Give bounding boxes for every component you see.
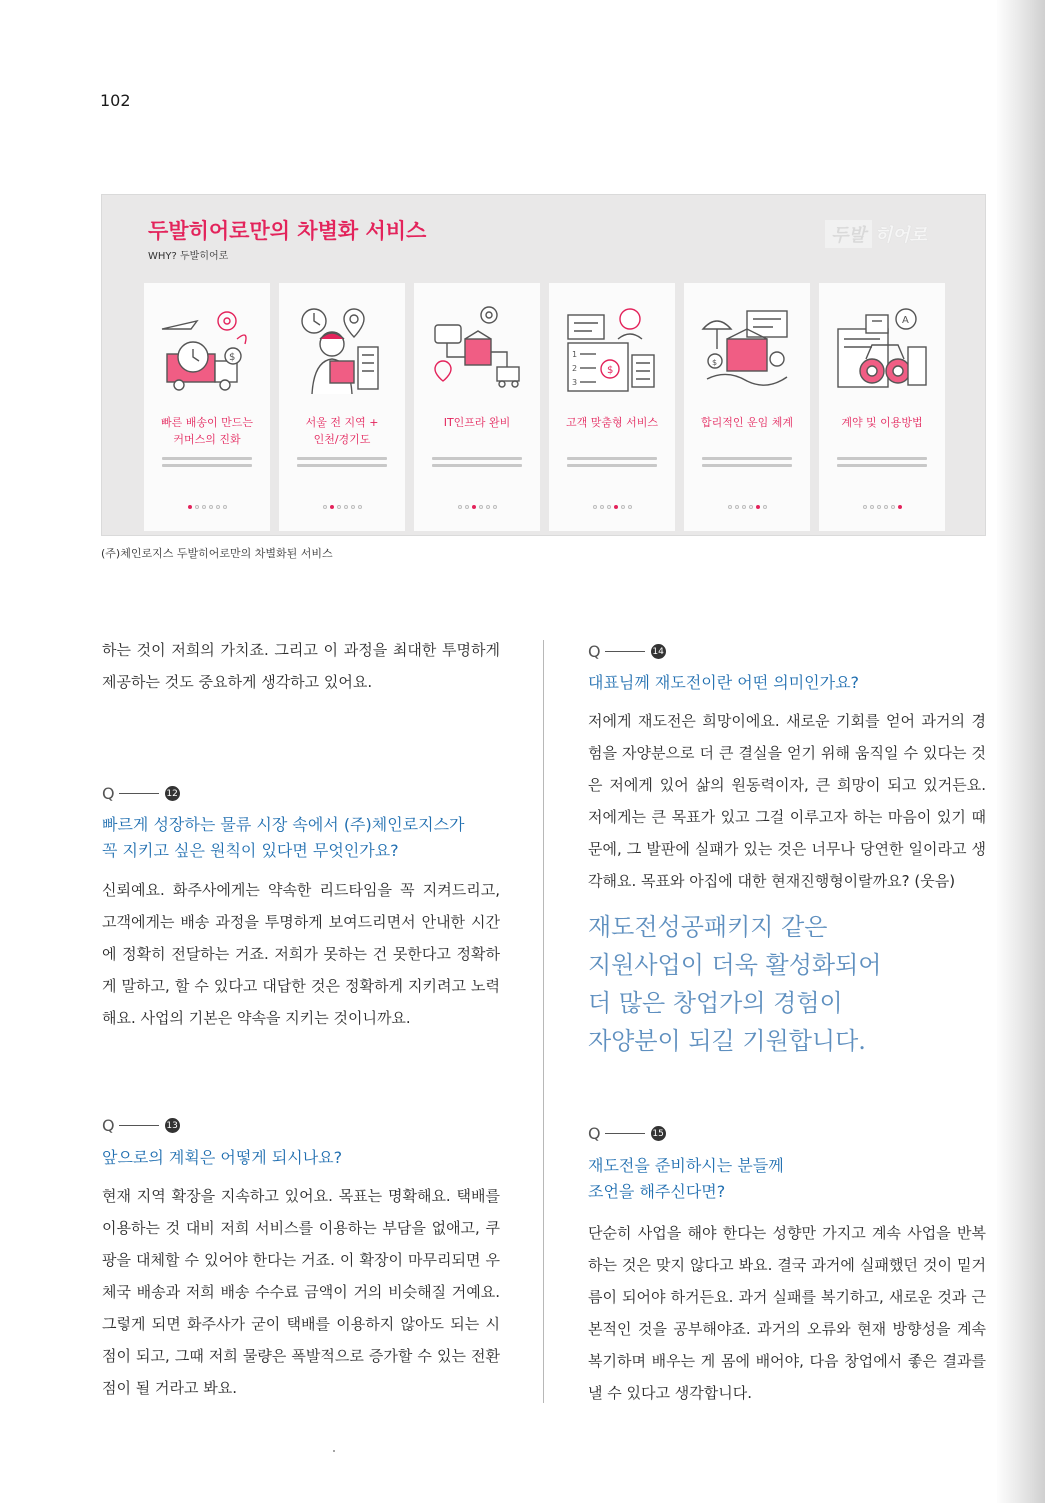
svg-text:1: 1 [572, 350, 578, 359]
card-title: 서울 전 지역 + 인천/경기도 [305, 416, 379, 446]
q-letter: Q [102, 1116, 115, 1135]
question-number-badge: 12 [165, 786, 180, 801]
pagination-dots [414, 505, 540, 509]
delivery-truck-clock-icon [157, 299, 257, 399]
card-title: 합리적인 운임 체계 [700, 416, 793, 429]
answer-paragraph-13: 현재 지역 확장을 지속하고 있어요. 목표는 명확해요. 택배를 이용하는 것 대비 저희 서비스를 이용하는 부담을 없애고, 쿠팡을 대체할 수 있어야 한다는 거죠. 이 확장이 마무리되면 우체국 배송과 저희 배송 수수료 금액이 거의 비슷해질 거예요. 그렇게 되면 화주사가 굳이 택배를 이용하지 않아도 되는 시점이 되고, 그때 저희 물량은 폭발적으로 증가할 수 있는 전환점이 될 거라고 봐요. [102, 1187, 500, 1397]
question-number-badge: 15 [651, 1126, 666, 1141]
service-cards [144, 283, 945, 531]
card-description-placeholder [702, 457, 792, 471]
logo-left: 두발 [825, 220, 872, 248]
page-gutter-shadow [997, 0, 1045, 1503]
question-heading-14: 대표님께 재도전이란 어떤 의미인가요? [588, 673, 860, 692]
customer-checklist-icon [562, 299, 662, 399]
answer-paragraph-14: 저에게 재도전은 희망이에요. 새로운 기회를 얻어 과거의 경험을 자양분으로 더 큰 결실을 얻기 위해 움직일 수 있다는 것은 저에게 있어 삶의 원동력이자, 큰 희망이 되고 있거든요. 저에게는 큰 목표가 있고 그걸 이루고자 하는 마음이 있기 때문에, 그 발판에 실패가 있는 것은 너무나 당연한 일이라고 생각해요. 목표와 아집에 대한 현재진행형이랄까요? (웃음) [588, 712, 986, 890]
card-title: 빠른 배송이 만드는 커머스의 진화 [160, 416, 253, 446]
service-figure [101, 194, 986, 536]
pagination-dots [684, 505, 810, 509]
question-heading-13: 앞으로의 계획은 어떻게 되시나요? [102, 1148, 343, 1167]
service-card [279, 283, 405, 531]
question-number-badge: 13 [165, 1118, 180, 1133]
question-heading-15: 재도전을 준비하시는 분들께 조언을 해주신다면? [588, 1156, 784, 1201]
card-title: 고객 맞춤형 서비스 [565, 416, 658, 429]
question-label-13 [102, 1116, 180, 1135]
courier-person-map-icon [292, 299, 392, 399]
svg-text:3: 3 [572, 378, 578, 387]
fair-pricing-box-icon [697, 299, 797, 399]
pagination-dots [144, 505, 270, 509]
service-card [414, 283, 540, 531]
svg-text:2: 2 [572, 364, 578, 373]
question-label-14 [588, 642, 666, 661]
question-label-12 [102, 784, 180, 803]
card-description-placeholder [162, 457, 252, 471]
answer-paragraph-12: 신뢰예요. 화주사에게는 약속한 리드타임을 꼭 지켜드리고, 고객에게는 배송 과정을 투명하게 보여드리면서 안내한 시간에 정확히 전달하는 거죠. 저희가 못하는 건 못한다고 정확하게 말하고, 할 수 있다고 대답한 것은 정확하게 지키려고 노력해요. 사업의 기본은 약속을 지키는 것이니까요. [102, 881, 500, 1027]
svg-text:$: $ [229, 352, 236, 363]
it-network-truck-icon [427, 299, 527, 399]
intro-paragraph: 하는 것이 저희의 가치죠. 그리고 이 과정을 최대한 투명하게 제공하는 것도 중요하게 생각하고 있어요. [102, 641, 500, 691]
brand-logo [825, 219, 945, 249]
q-letter: Q [102, 784, 115, 803]
svg-text:A: A [902, 315, 909, 326]
logo-right: 히어로 [874, 225, 927, 246]
pull-quote: 재도전성공패키지 같은 지원사업이 더욱 활성화되어 더 많은 창업가의 경험이 자양분이 되길 기원합니다. [588, 913, 882, 1055]
service-card [819, 283, 945, 531]
service-card [684, 283, 810, 531]
pagination-dots [549, 505, 675, 509]
question-number-badge: 14 [651, 644, 666, 659]
service-card [144, 283, 270, 531]
svg-text:$: $ [607, 365, 614, 376]
figure-subtitle: WHY? 두발히어로 [148, 251, 229, 262]
card-title: IT인프라 완비 [443, 416, 511, 429]
card-description-placeholder [567, 457, 657, 471]
card-description-placeholder [432, 457, 522, 471]
column-divider [543, 640, 544, 1403]
print-speck [333, 1450, 335, 1452]
answer-paragraph-15: 단순히 사업을 해야 한다는 성향만 가지고 계속 사업을 반복하는 것은 맞지 않다고 봐요. 결국 과거에 실패했던 것이 밑거름이 되어야 하거든요. 과거 실패를 복기하고, 새로운 것과 근본적인 것을 공부해야죠. 과거의 오류와 현재 방향성을 계속 복기하며 배우는 게 몸에 배어야, 다음 창업에서 좋은 결과를 낼 수 있다고 생각합니다. [588, 1224, 986, 1402]
figure-title: 두발히어로만의 차별화 서비스 [148, 219, 427, 243]
question-heading-12: 빠르게 성장하는 물류 시장 속에서 (주)체인로지스가 꼭 지키고 싶은 원칙이 있다면 무엇인가요? [102, 815, 465, 860]
card-description-placeholder [297, 457, 387, 471]
svg-text:$: $ [712, 358, 718, 367]
q-letter: Q [588, 1124, 601, 1143]
pagination-dots [819, 505, 945, 509]
card-title: 계약 및 이용방법 [841, 416, 923, 429]
service-card [549, 283, 675, 531]
card-description-placeholder [837, 457, 927, 471]
pagination-dots [279, 505, 405, 509]
question-label-15 [588, 1124, 666, 1143]
page-number: 102 [100, 91, 131, 110]
figure-caption: (주)체인로지스 두발히어로만의 차별화된 서비스 [101, 547, 333, 560]
contract-binoculars-icon [832, 299, 932, 399]
q-letter: Q [588, 642, 601, 661]
